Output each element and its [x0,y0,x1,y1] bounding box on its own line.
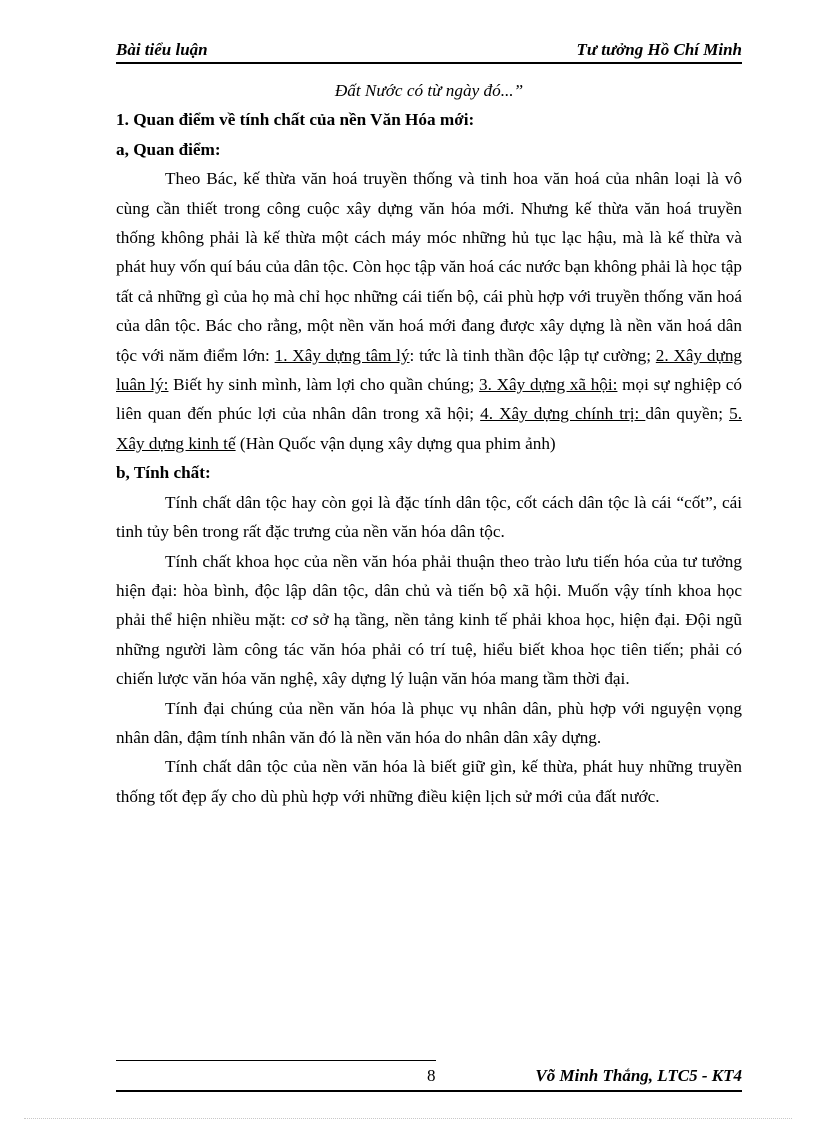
point-3-desc: mọi sự nghiệp có liên quan đến phúc lợi của nhân dân trong xã hội; [116,375,742,424]
subsection-heading-a: a, Quan điểm: [116,139,221,159]
paragraph-text: Theo Bác, kế thừa văn hoá truyền thống và tinh hoa văn hoá của nhân loại là vô cùng cần thiết trong công cuộc xây dựng văn hóa mới. Nhưng kế thừa văn hoá truyền thống không phải là kế thừa một cách máy móc những hủ tục lạc hậu, mà là kế thừa và phát huy vốn quí báu của dân tộc. Còn học tập văn hoá các nước bạn không phải là học tập tất cả những gì của họ mà chỉ học những cái tiến bộ, cái phù hợp với truyền thống văn hoá của dân tộc. Bác cho rằng, một nền văn hoá mới đang được xây dựng là nền văn hoá dân tộc với năm điểm lớn: [116,169,742,365]
point-5-label: 5. Xây dựng kinh tế [116,404,742,453]
point-2-desc: Biết hy sinh mình, làm lợi cho quần chúng; [168,375,480,395]
footer-author: Võ Minh Thắng, LTC5 - KT4 [535,1066,742,1085]
page-header [116,38,742,64]
point-4-desc: dân quyền; [645,404,730,424]
point-4-label: 4. Xây dựng chính trị: [480,404,646,424]
paragraph-popular-character: Tính đại chúng của nền văn hóa là phục vụ nhân dân, phù hợp với nguyện vọng nhân dân, đậm tính nhân văn đó là nền văn hóa do nhân dân xây dựng. [116,698,742,747]
paragraph-viewpoint [116,164,742,458]
point-5-desc: (Hàn Quốc vận dụng xây dựng qua phim ảnh) [235,433,556,453]
page-edge-divider [24,1118,792,1119]
section-heading: 1. Quan điểm về tính chất của nền Văn Hóa mới: [116,110,475,130]
point-1-label: 1. Xây dựng tâm lý [274,345,410,365]
paragraph-heritage: Tính chất dân tộc của nền văn hóa là biết giữ gìn, kế thừa, phát huy những truyền thống tốt đẹp ấy cho dù phù hợp với những điều kiện lịch sử mới của đất nước. [116,757,742,806]
document-body [116,76,742,811]
page-number: 8 [427,1066,436,1085]
subsection-heading-b: b, Tính chất: [116,463,211,483]
header-right-title: Tư tưởng Hồ Chí Minh [576,40,742,59]
quote-line: Đất Nước có từ ngày đó...” [334,81,524,100]
point-1-desc: : tức là tinh thần độc lập tự cường; [409,345,656,365]
footer-divider [116,1060,436,1061]
paragraph-national-character: Tính chất dân tộc hay còn gọi là đặc tính dân tộc, cốt cách dân tộc là cái “cốt”, cái tinh tủy bên trong rất đặc trưng của nền văn hóa dân tộc. [116,492,742,542]
point-2-label: 2. Xây dựng luân lý: [116,345,743,395]
footer-bottom-rule [116,1090,742,1092]
paragraph-scientific-character: Tính chất khoa học của nền văn hóa phải thuận theo trào lưu tiến hóa của tư tưởng hiện đại: hòa bình, độc lập dân tộc, dân chủ và tiến bộ xã hội. Muốn vậy tính khoa học phải thể hiện nhiều mặt: cơ sở hạ tầng, nền tảng kinh tế phải khoa học, hiện đại. Đội ngũ những người làm công tác văn hóa phải có trí tuệ, hiểu biết khoa học tiên tiến; phải có chiến lược văn hóa văn nghệ, xây dựng lý luận văn hóa mang tầm thời đại. [116,551,742,689]
header-left-title: Bài tiểu luận [116,40,208,59]
point-3-label: 3. Xây dựng xã hội: [479,375,618,395]
